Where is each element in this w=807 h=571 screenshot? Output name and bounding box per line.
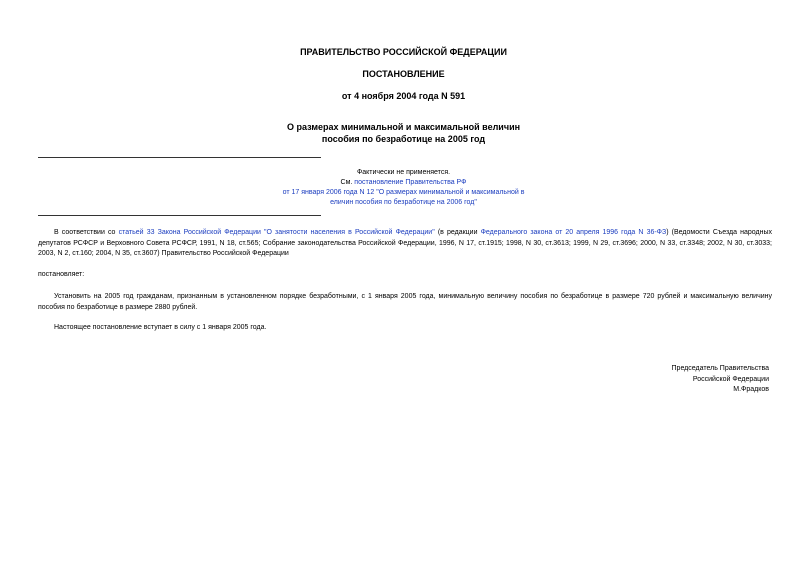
document-subject xyxy=(0,121,807,145)
authority-heading: ПРАВИТЕЛЬСТВО РОССИЙСКОЙ ФЕДЕРАЦИИ xyxy=(300,47,507,57)
see-prefix: См. xyxy=(340,179,355,186)
subject-line-1: О размерах минимальной и максимальной величин xyxy=(286,122,521,132)
status-text: Фактически не применяется. xyxy=(356,169,451,176)
paragraph-benefit-amounts: Установить на 2005 год гражданам, признанным в установленном порядке безработными, с 1 января 2005 года, минимальную величину пособия по безработице в размере 720 рублей и максимальную величину пособия по безработице в размере 2880 рублей. xyxy=(38,293,772,311)
document-date-number: от 4 ноября 2004 года N 591 xyxy=(341,91,466,101)
subject-line-2: пособия по безработице на 2005 год xyxy=(321,134,486,144)
preamble-text-2: (в редакции xyxy=(434,229,481,236)
reference-line-2[interactable] xyxy=(250,198,557,208)
status-note xyxy=(250,168,557,208)
paragraph-effective-date: Настоящее постановление вступает в силу с 1 января 2005 года. xyxy=(54,324,267,331)
signature-title-line-1: Председатель Правительства xyxy=(671,365,769,372)
decides-line: постановляет: xyxy=(38,271,85,278)
federal-law-link[interactable]: Федерального закона от 20 апреля 1996 года N 36-ФЗ xyxy=(480,229,667,236)
see-also-line xyxy=(250,178,557,188)
preamble-paragraph xyxy=(38,228,772,260)
signature-block xyxy=(672,364,769,396)
law-article-link[interactable]: статьей 33 Закона Российской Федерации "О занятости населения в Российской Федерации" xyxy=(118,229,435,236)
signature-name: М.Фрадков xyxy=(733,386,769,393)
top-divider xyxy=(38,157,321,158)
see-also-link[interactable]: постановление Правительства РФ xyxy=(354,179,467,186)
document-type-heading: ПОСТАНОВЛЕНИЕ xyxy=(362,69,445,79)
reference-link-part-1[interactable]: от 17 января 2006 года N 12 "О размерах минимальной и максимальной в xyxy=(282,189,525,196)
preamble-text-3: ) (Ведомости Съезда народных депутатов РСФСР и Верховного Совета РСФСР, 1991, N 18, ст.565; Собрание законодательства Российской Федерации, 1996, N 17, ст.1915; 1998, N 30, ст.3613; 1999, N 29, ст.3696; 2000, N 33, ст.3348; 2002, N 30, ст.3033; 2003, N 2, ст.160; 2004, N 35, ст.3607) Правительство Российской Федерации xyxy=(38,229,773,257)
signature-title-line-2: Российской Федерации xyxy=(692,375,769,383)
bottom-divider xyxy=(38,215,321,216)
preamble-text-1: В соответствии со xyxy=(54,229,119,236)
reference-link-part-2[interactable]: еличин пособия по безработице на 2006 год" xyxy=(330,199,477,206)
reference-line-1[interactable] xyxy=(250,188,557,198)
